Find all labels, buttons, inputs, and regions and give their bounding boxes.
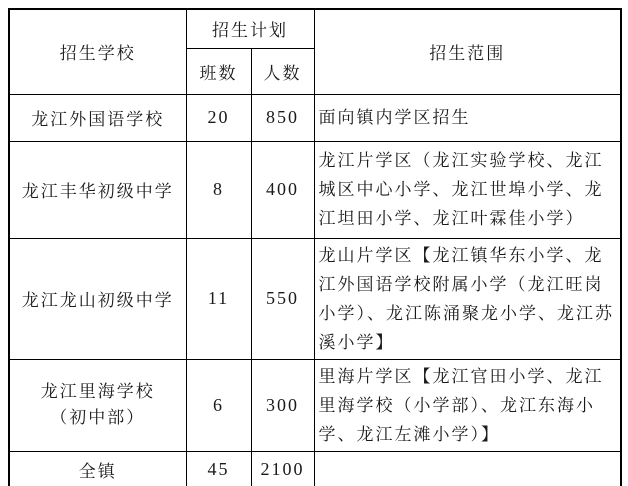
range-cell: 龙江片学区（龙江实验学校、龙江城区中心小学、龙江世埠小学、龙江坦田小学、龙江叶霖佳小学） bbox=[314, 141, 621, 238]
students-cell: 2100 bbox=[251, 451, 314, 486]
table-row bbox=[9, 359, 621, 451]
school-cell: 龙江龙山初级中学 bbox=[9, 238, 186, 359]
classes-cell: 20 bbox=[186, 94, 251, 141]
header-school: 招生学校 bbox=[9, 9, 186, 94]
range-cell: 里海片学区【龙江官田小学、龙江里海学校（小学部）、龙江东海小学、龙江左滩小学）】 bbox=[314, 359, 621, 451]
students-cell: 550 bbox=[251, 238, 314, 359]
school-name-line: （初中部） bbox=[50, 408, 146, 427]
classes-cell: 45 bbox=[186, 451, 251, 486]
school-cell: 龙江外国语学校 bbox=[9, 94, 186, 141]
table-row bbox=[9, 451, 621, 486]
classes-cell: 11 bbox=[186, 238, 251, 359]
range-cell: 龙山片学区【龙江镇华东小学、龙江外国语学校附属小学（龙江旺岗小学）、龙江陈涌聚龙小学、龙江苏溪小学】 bbox=[314, 238, 621, 359]
students-cell: 400 bbox=[251, 141, 314, 238]
header-range: 招生范围 bbox=[314, 9, 621, 94]
table-row bbox=[9, 141, 621, 238]
students-cell: 850 bbox=[251, 94, 314, 141]
classes-cell: 6 bbox=[186, 359, 251, 451]
table-row bbox=[9, 94, 621, 141]
table-row bbox=[9, 238, 621, 359]
header-classes: 班数 bbox=[186, 48, 251, 94]
range-cell bbox=[314, 451, 621, 486]
school-cell: 龙江丰华初级中学 bbox=[9, 141, 186, 238]
school-name-line: 龙江里海学校 bbox=[40, 382, 155, 401]
school-cell bbox=[9, 359, 186, 451]
header-students: 人数 bbox=[251, 48, 314, 94]
enrollment-plan-table bbox=[8, 8, 622, 486]
school-cell: 全镇 bbox=[9, 451, 186, 486]
classes-cell: 8 bbox=[186, 141, 251, 238]
header-plan: 招生计划 bbox=[186, 9, 314, 48]
range-cell: 面向镇内学区招生 bbox=[314, 94, 621, 141]
students-cell: 300 bbox=[251, 359, 314, 451]
